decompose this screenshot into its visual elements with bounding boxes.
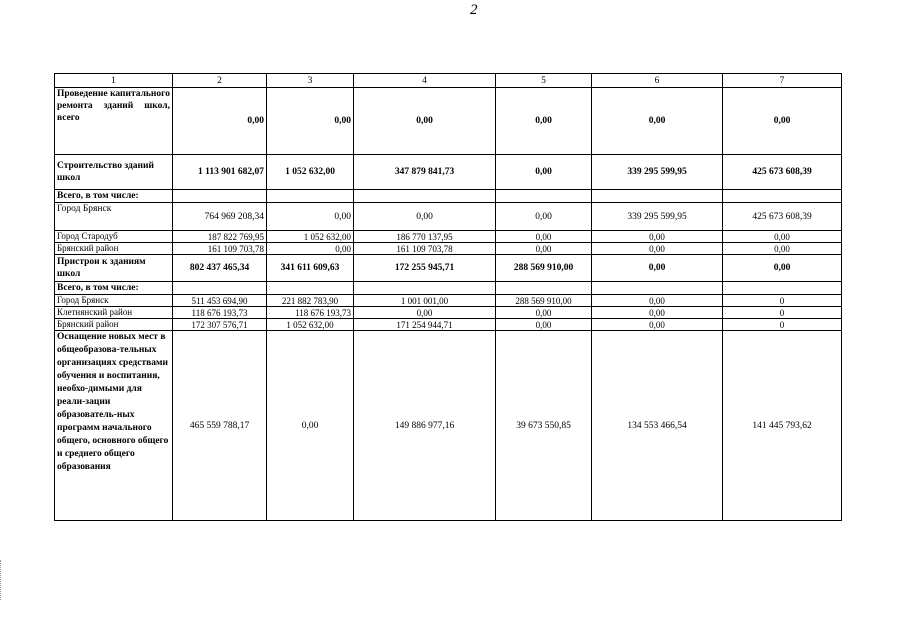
column-header: 3: [267, 74, 354, 88]
table-row: [55, 307, 842, 319]
cell-value: 0,00: [267, 243, 354, 255]
empty-cell: [592, 190, 723, 203]
empty-cell: [723, 190, 842, 203]
cell-value: 0,00: [496, 307, 592, 319]
row-label: Брянский район: [55, 319, 173, 331]
cell-value: 161 109 703,78: [173, 243, 267, 255]
row-label: Проведение капитального ремонта зданий школ, всего: [55, 88, 173, 155]
cell-value: 0,00: [496, 88, 592, 155]
cell-value: 172 307 576,71: [173, 319, 267, 331]
cell-value: 347 879 841,73: [354, 155, 496, 190]
cell-value: 425 673 608,39: [723, 155, 842, 190]
cell-value: 0,00: [354, 203, 496, 231]
cell-value: 288 569 910,00: [496, 295, 592, 307]
empty-cell: [173, 282, 267, 295]
empty-cell: [496, 282, 592, 295]
table-row: [55, 203, 842, 231]
cell-value: 0,00: [173, 88, 267, 155]
cell-value: 0,00: [267, 331, 354, 521]
cell-value: 0: [723, 307, 842, 319]
cell-value: 187 822 769,95: [173, 231, 267, 243]
page-number: 2: [470, 2, 478, 18]
row-label: Город Брянск: [55, 295, 173, 307]
empty-cell: [496, 190, 592, 203]
subtotal-caption-row: [55, 282, 842, 295]
cell-value: 465 559 788,17: [173, 331, 267, 521]
cell-value: 339 295 599,95: [592, 155, 723, 190]
table-row: [55, 319, 842, 331]
cell-value: 339 295 599,95: [592, 203, 723, 231]
empty-cell: [723, 282, 842, 295]
cell-value: 0,00: [592, 307, 723, 319]
cell-value: 0,00: [267, 203, 354, 231]
column-header: 7: [723, 74, 842, 88]
cell-value: 1 052 632,00: [267, 155, 354, 190]
cell-value: 0,00: [496, 155, 592, 190]
cell-value: 0,00: [354, 307, 496, 319]
table-row: [55, 255, 842, 282]
table-row: [55, 88, 842, 155]
cell-value: 118 676 193,73: [267, 307, 354, 319]
cell-value: 1 052 632,00: [267, 319, 354, 331]
row-label: Строительство зданий школ: [55, 155, 173, 190]
row-label: Пристрои к зданиям школ: [55, 255, 173, 282]
column-header: 2: [173, 74, 267, 88]
empty-cell: [267, 282, 354, 295]
column-header: 4: [354, 74, 496, 88]
column-header: 1: [55, 74, 173, 88]
budget-table: [54, 73, 842, 521]
subtotal-caption-row: [55, 190, 842, 203]
scan-edge-marks: [0, 560, 5, 600]
cell-value: 1 113 901 682,07: [173, 155, 267, 190]
cell-value: 0,00: [496, 243, 592, 255]
column-header: 6: [592, 74, 723, 88]
cell-value: 161 109 703,78: [354, 243, 496, 255]
row-label: Брянский район: [55, 243, 173, 255]
empty-cell: [267, 190, 354, 203]
cell-value: 511 453 694,90: [173, 295, 267, 307]
table-row: [55, 231, 842, 243]
cell-value: 802 437 465,34: [173, 255, 267, 282]
cell-value: 288 569 910,00: [496, 255, 592, 282]
cell-value: 0,00: [592, 88, 723, 155]
cell-value: 171 254 944,71: [354, 319, 496, 331]
cell-value: 341 611 609,63: [267, 255, 354, 282]
cell-value: 1 001 001,00: [354, 295, 496, 307]
cell-value: 0,00: [592, 231, 723, 243]
row-label: Клетнянский район: [55, 307, 173, 319]
column-header: 5: [496, 74, 592, 88]
cell-value: 0: [723, 295, 842, 307]
cell-value: 141 445 793,62: [723, 331, 842, 521]
cell-value: 0,00: [496, 231, 592, 243]
cell-value: 134 553 466,54: [592, 331, 723, 521]
cell-value: 39 673 550,85: [496, 331, 592, 521]
cell-value: 0: [723, 319, 842, 331]
table-row: [55, 295, 842, 307]
row-label: Всего, в том числе:: [55, 282, 173, 295]
row-label: Всего, в том числе:: [55, 190, 173, 203]
cell-value: 0,00: [267, 88, 354, 155]
cell-value: 1 052 632,00: [267, 231, 354, 243]
empty-cell: [592, 282, 723, 295]
table-row: [55, 155, 842, 190]
table-row: [55, 331, 842, 521]
cell-value: 0,00: [592, 295, 723, 307]
cell-value: 0,00: [723, 243, 842, 255]
row-label: Город Брянск: [55, 203, 173, 231]
cell-value: 0,00: [354, 88, 496, 155]
row-label: Город Стародуб: [55, 231, 173, 243]
cell-value: 118 676 193,73: [173, 307, 267, 319]
column-number-row: [55, 74, 842, 88]
empty-cell: [354, 190, 496, 203]
cell-value: 221 882 783,90: [267, 295, 354, 307]
cell-value: 0,00: [723, 88, 842, 155]
cell-value: 0,00: [496, 319, 592, 331]
cell-value: 425 673 608,39: [723, 203, 842, 231]
cell-value: 186 770 137,95: [354, 231, 496, 243]
cell-value: 149 886 977,16: [354, 331, 496, 521]
cell-value: 764 969 208,34: [173, 203, 267, 231]
cell-value: 0,00: [496, 203, 592, 231]
cell-value: 172 255 945,71: [354, 255, 496, 282]
table-row: [55, 243, 842, 255]
cell-value: 0,00: [592, 255, 723, 282]
cell-value: 0,00: [723, 255, 842, 282]
cell-value: 0,00: [723, 231, 842, 243]
cell-value: 0,00: [592, 243, 723, 255]
row-label: Оснащение новых мест в общеобразова-тельных организациях средствами обучения и воспитания, необхо-димыми для реали-зации образователь-ных программ начального общего, основного общего и среднего общего образования: [55, 331, 173, 521]
empty-cell: [354, 282, 496, 295]
cell-value: 0,00: [592, 319, 723, 331]
empty-cell: [173, 190, 267, 203]
